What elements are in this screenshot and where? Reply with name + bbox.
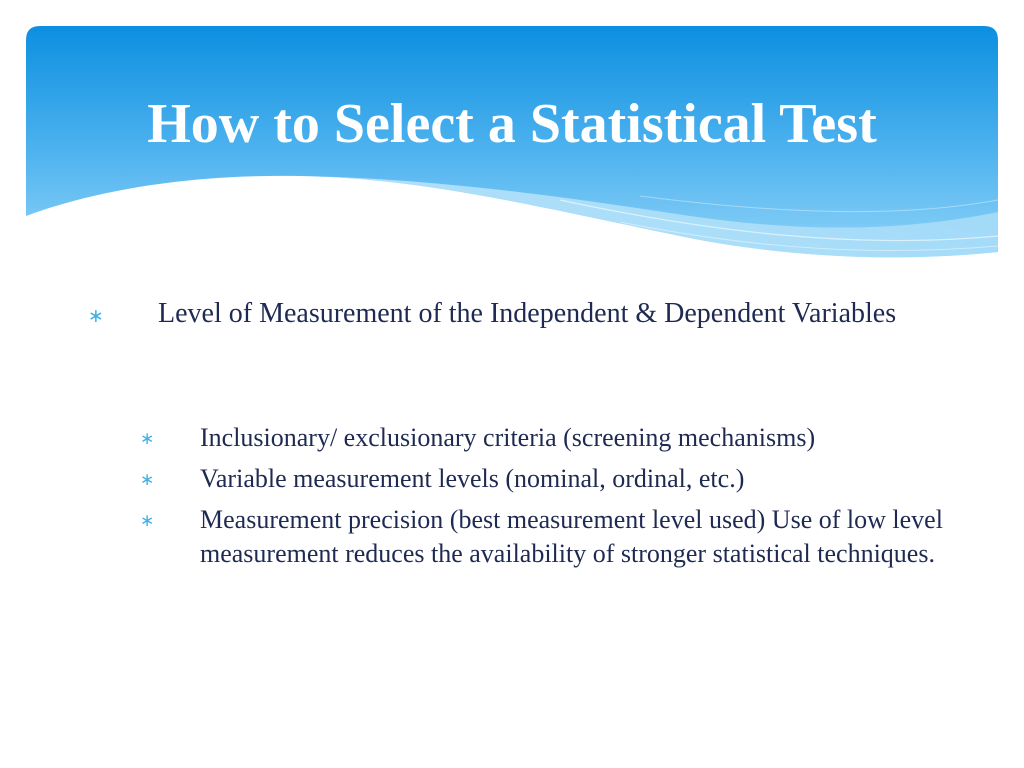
asterisk-bullet-icon: ∗ (140, 470, 155, 490)
list-item (88, 296, 958, 332)
main-bullet-text: Level of Measurement of the Independent & Dependent Variables (158, 298, 897, 329)
list-item (140, 503, 970, 571)
title-banner (0, 0, 1024, 300)
list-item (140, 462, 970, 496)
asterisk-bullet-icon: ∗ (140, 511, 155, 531)
list-item (140, 421, 970, 455)
sub-bullet-text: Measurement precision (best measurement level used) Use of low level measurement reduces the availability of stronger statistical techniques. (200, 505, 943, 568)
sub-bullet-text: Variable measurement levels (nominal, ordinal, etc.) (200, 464, 745, 493)
asterisk-bullet-icon: ∗ (88, 305, 104, 327)
sub-bullet-text: Inclusionary/ exclusionary criteria (screening mechanisms) (200, 423, 816, 452)
slide-title: How to Select a Statistical Test (147, 93, 877, 155)
asterisk-bullet-icon: ∗ (140, 429, 155, 449)
